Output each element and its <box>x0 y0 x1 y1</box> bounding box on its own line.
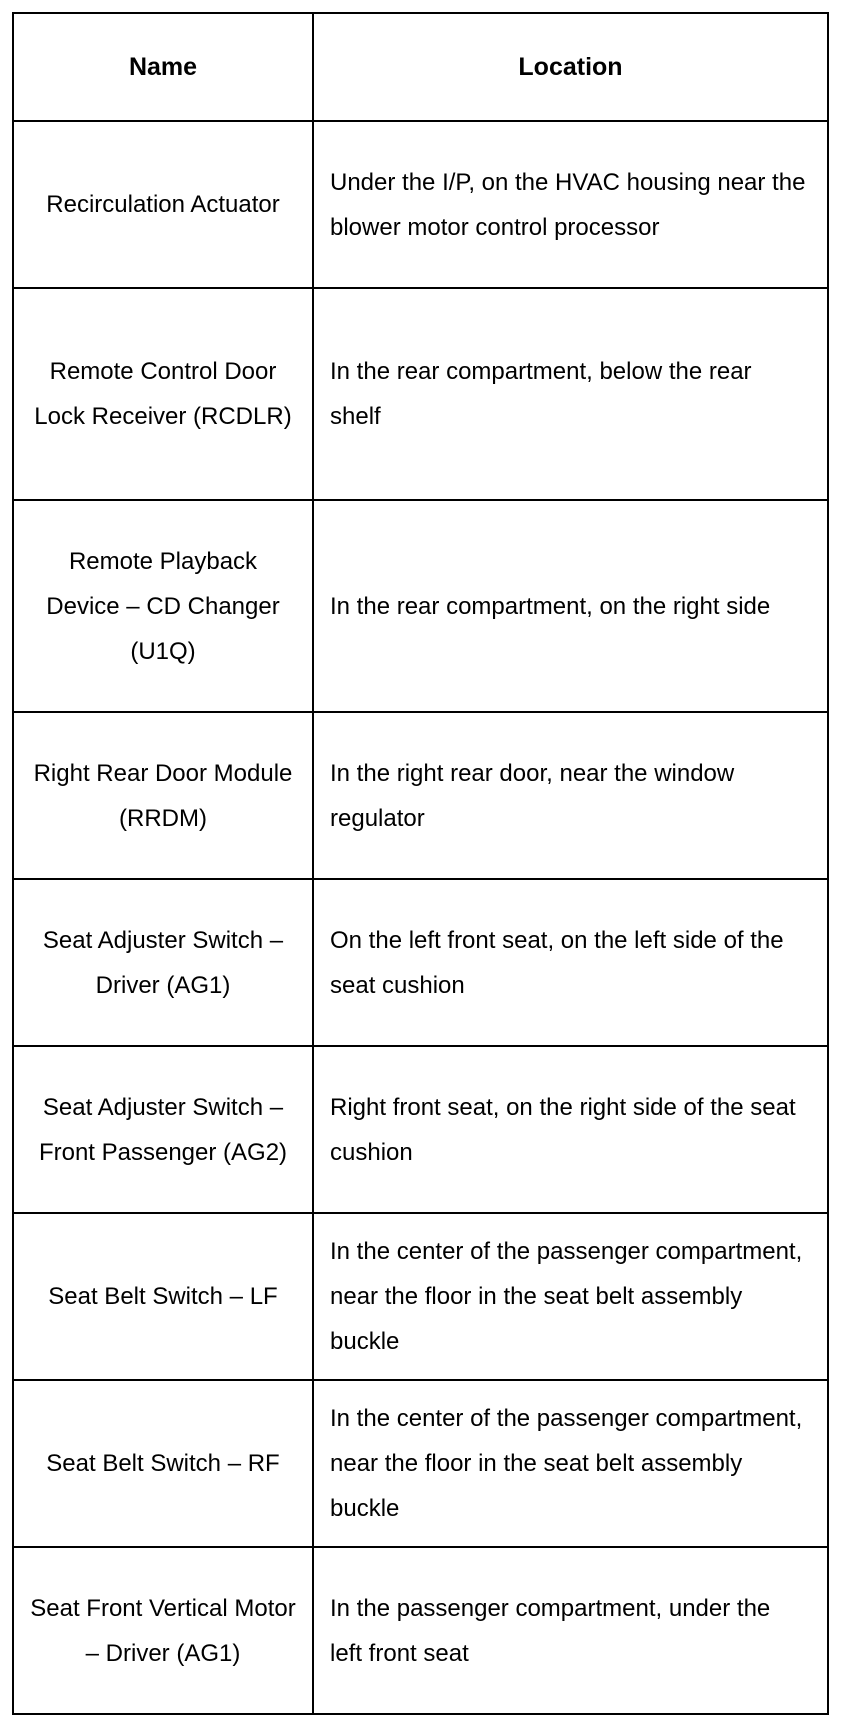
table-row <box>13 121 828 288</box>
component-location: In the center of the passenger compartment, near the floor in the seat belt assembly buckle <box>313 1213 828 1380</box>
component-name: Remote Playback Device – CD Changer (U1Q) <box>13 500 313 712</box>
component-name: Right Rear Door Module (RRDM) <box>13 712 313 879</box>
table-row <box>13 1380 828 1547</box>
component-name: Remote Control Door Lock Receiver (RCDLR) <box>13 288 313 500</box>
component-name: Seat Belt Switch – LF <box>13 1213 313 1380</box>
component-location: Under the I/P, on the HVAC housing near the blower motor control processor <box>313 121 828 288</box>
component-location: In the passenger compartment, under the left front seat <box>313 1547 828 1714</box>
table-row <box>13 1213 828 1380</box>
table-header-row <box>13 13 828 121</box>
table-row <box>13 1547 828 1714</box>
table-row <box>13 879 828 1046</box>
component-name: Recirculation Actuator <box>13 121 313 288</box>
component-location: In the rear compartment, below the rear shelf <box>313 288 828 500</box>
component-location: In the rear compartment, on the right side <box>313 500 828 712</box>
component-location-table <box>12 12 829 1715</box>
component-location: In the center of the passenger compartment, near the floor in the seat belt assembly buckle <box>313 1380 828 1547</box>
table-row <box>13 500 828 712</box>
table-row <box>13 1046 828 1213</box>
header-name: Name <box>13 13 313 121</box>
component-name: Seat Front Vertical Motor – Driver (AG1) <box>13 1547 313 1714</box>
component-location: In the right rear door, near the window regulator <box>313 712 828 879</box>
table-row <box>13 712 828 879</box>
component-location: Right front seat, on the right side of the seat cushion <box>313 1046 828 1213</box>
component-name: Seat Belt Switch – RF <box>13 1380 313 1547</box>
table-row <box>13 288 828 500</box>
component-name: Seat Adjuster Switch – Driver (AG1) <box>13 879 313 1046</box>
component-name: Seat Adjuster Switch – Front Passenger (AG2) <box>13 1046 313 1213</box>
header-location: Location <box>313 13 828 121</box>
component-location: On the left front seat, on the left side of the seat cushion <box>313 879 828 1046</box>
